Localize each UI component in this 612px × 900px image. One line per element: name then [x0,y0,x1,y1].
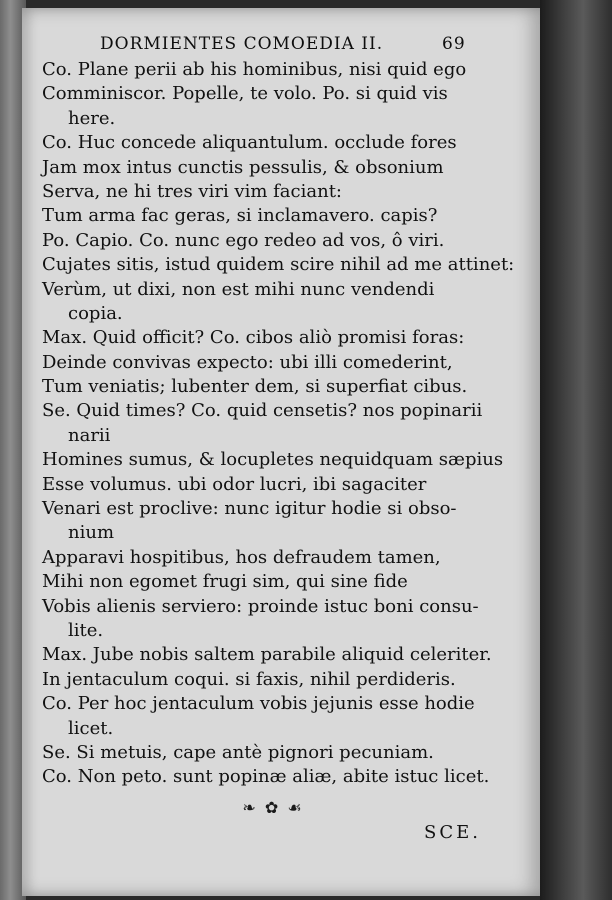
text-line: Jam mox intus cunctis pessulis, & obsonium [42,156,444,178]
text-line: Po. Capio. Co. nunc ego redeo ad vos, ô viri. [42,229,445,251]
text-line: In jentaculum coqui. si faxis, nihil perdideris. [42,668,456,690]
text-line: licet. [68,717,114,739]
text-line: Co. Non peto. sunt popinæ aliæ, abite istuc licet. [42,766,490,788]
text-line: Verùm, ut dixi, non est mihi nunc vendendi [42,278,435,300]
page-number: 69 [442,34,466,54]
text-line: Vobis alienis serviero: proinde istuc boni consu- [42,595,479,617]
text-line: Venari est proclive: nunc igitur hodie si obso- [42,498,457,520]
text-line: Max. Jube nobis saltem parabile aliquid celeriter. [42,644,492,666]
running-head [100,34,500,56]
text-block [42,58,542,790]
text-line: Co. Per hoc jentaculum vobis jejunis esse hodie [42,693,475,715]
catchword: SCE. [424,822,481,843]
text-line: Esse volumus. ubi odor lucri, ibi sagaciter [42,473,427,495]
text-line: Se. Si metuis, cape antè pignori pecuniam. [42,741,434,763]
text-line: Max. Quid officit? Co. cibos aliò promisi foras: [42,327,465,349]
text-line: Homines sumus, & locupletes nequidquam sæpius [42,449,504,471]
text-line: Serva, ne hi tres viri vim faciant: [42,180,342,202]
fore-edge-right [540,0,612,900]
text-line: Tum arma fac geras, si inclamavero. capis? [42,205,438,227]
text-line: Co. Plane perii ab his hominibus, nisi quid ego [42,59,467,80]
text-line: Comminiscor. Popelle, te volo. Po. si quid vis [42,83,448,105]
text-line: Tum veniatis; lubenter dem, si superfiat cibus. [42,376,468,398]
running-title: DORMIENTES COMOEDIA II. [100,34,384,54]
text-line: Co. Huc concede aliquantulum. occlude fores [42,132,457,154]
text-line: Mihi non egomet frugi sim, qui sine fide [42,571,408,593]
text-line: here. [68,107,116,129]
text-line: copia. [68,302,123,324]
text-line: Deinde convivas expecto: ubi illi comederint, [42,351,453,373]
text-line: lite. [68,619,104,641]
text-line: nium [68,522,115,544]
text-line: Se. Quid times? Co. quid censetis? nos popinarii [42,400,483,422]
fleuron-ornament-icon: ❧ ✿ ☙ [242,798,304,817]
text-line: narii [68,424,111,446]
text-line: Cujates sitis, istud quidem scire nihil ad me attinet: [42,254,515,276]
text-line: Apparavi hospitibus, hos defraudem tamen, [42,546,441,568]
